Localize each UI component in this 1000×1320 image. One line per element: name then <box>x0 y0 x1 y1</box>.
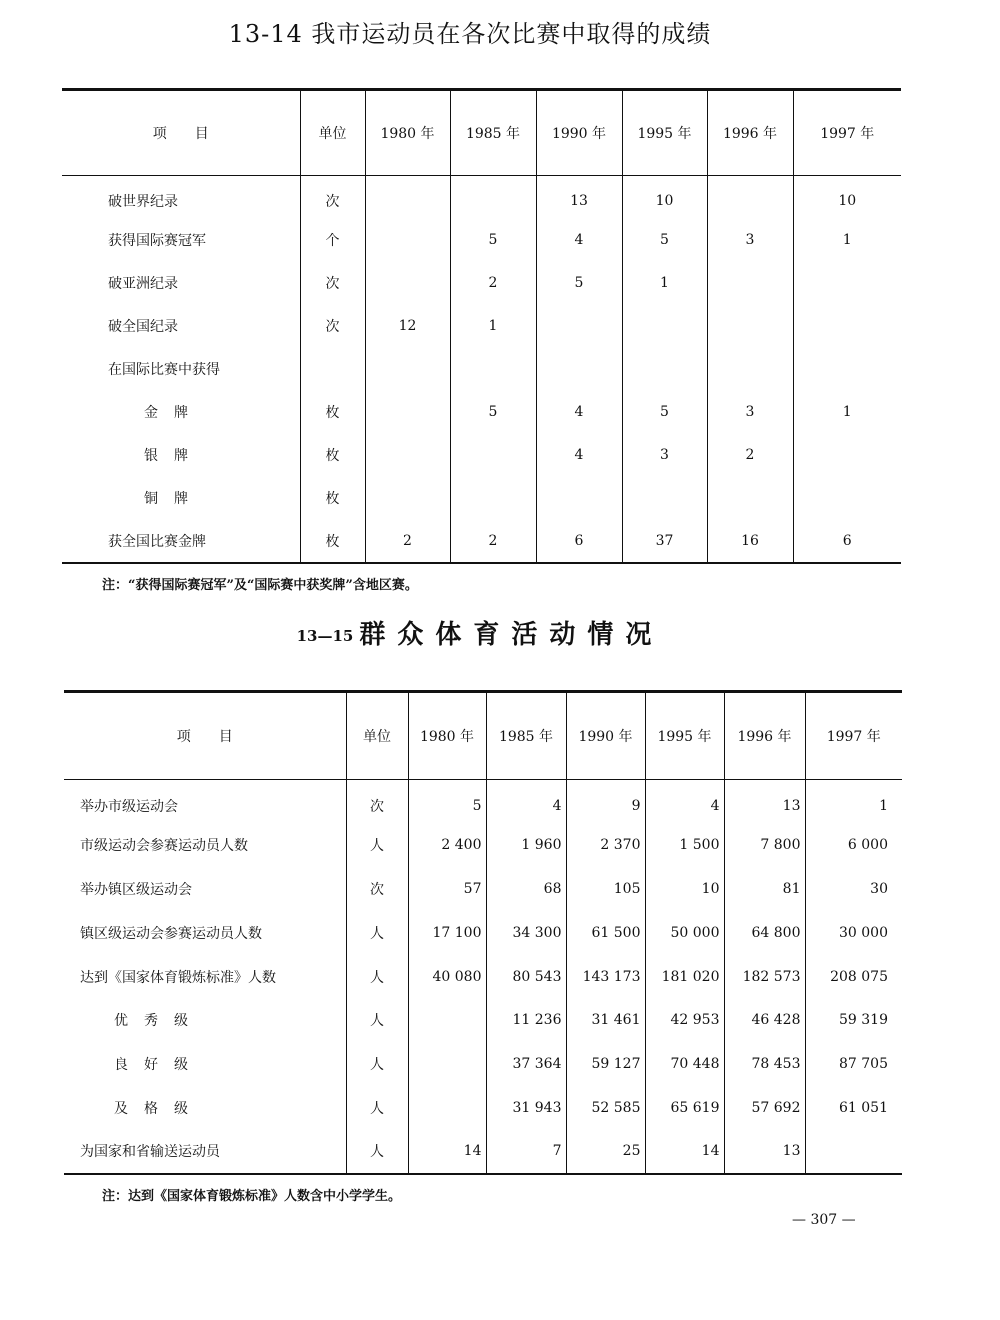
row-item-label: 良好级 <box>114 1057 204 1074</box>
row-value <box>622 348 707 391</box>
row-value: 2 <box>450 520 536 563</box>
row-value: 30 000 <box>805 911 902 955</box>
row-value <box>365 176 450 219</box>
row-value <box>450 477 536 520</box>
row-value: 13 <box>724 1130 805 1174</box>
row-unit: 枚 <box>300 434 365 477</box>
row-value: 30 <box>805 867 902 911</box>
row-value: 59 127 <box>566 1042 645 1086</box>
row-unit: 次 <box>346 867 408 911</box>
row-value: 70 448 <box>645 1042 724 1086</box>
row-value: 3 <box>707 219 793 262</box>
row-value: 37 <box>622 520 707 563</box>
table-row <box>64 867 902 911</box>
athlete-results-table <box>62 88 901 564</box>
header-unit: 单位 <box>300 90 365 176</box>
row-value <box>450 434 536 477</box>
row-unit: 次 <box>300 176 365 219</box>
row-unit: 人 <box>346 1130 408 1174</box>
row-value: 64 800 <box>724 911 805 955</box>
table2-title <box>0 614 960 651</box>
row-item-label: 为国家和省输送运动员 <box>64 1130 346 1174</box>
row-value: 5 <box>536 262 622 305</box>
row-value: 3 <box>707 391 793 434</box>
row-value: 1 500 <box>645 823 724 867</box>
row-unit: 个 <box>300 219 365 262</box>
row-value <box>408 1086 486 1130</box>
row-value <box>450 348 536 391</box>
row-value: 52 585 <box>566 1086 645 1130</box>
row-value: 10 <box>793 176 901 219</box>
page-number: — 307 — <box>792 1212 856 1228</box>
row-item-label: 破世界纪录 <box>108 194 178 211</box>
row-value: 14 <box>645 1130 724 1174</box>
row-value: 7 800 <box>724 823 805 867</box>
row-value: 40 080 <box>408 955 486 999</box>
row-value <box>707 477 793 520</box>
row-value: 5 <box>450 219 536 262</box>
row-value <box>536 477 622 520</box>
table-row <box>62 391 901 434</box>
row-item-label: 举办镇区级运动会 <box>80 881 192 898</box>
row-value: 61 500 <box>566 911 645 955</box>
row-value <box>707 176 793 219</box>
row-value <box>805 1130 902 1174</box>
row-value: 208 075 <box>805 955 902 999</box>
row-value: 25 <box>566 1130 645 1174</box>
header-unit: 单位 <box>346 692 408 780</box>
row-item-label: 镇区级运动会参赛运动员人数 <box>80 925 262 942</box>
header-1980: 1980 年 <box>408 692 486 780</box>
table-row <box>64 998 902 1042</box>
table-row <box>64 911 902 955</box>
header-1996: 1996 年 <box>724 692 805 780</box>
row-value: 1 <box>793 391 901 434</box>
table-row <box>64 780 902 824</box>
row-value: 1 <box>793 219 901 262</box>
row-value: 2 400 <box>408 823 486 867</box>
table1-title: 13-14 我市运动员在各次比赛中取得的成绩 <box>228 20 712 48</box>
table1-header-row <box>62 90 901 176</box>
row-unit: 人 <box>346 823 408 867</box>
row-item-label: 获全国比赛金牌 <box>62 520 300 563</box>
row-value: 87 705 <box>805 1042 902 1086</box>
row-value <box>622 305 707 348</box>
row-unit <box>300 348 365 391</box>
row-value <box>450 176 536 219</box>
table1-note: 注：“获得国际赛冠军”及“国际赛中获奖牌”含地区赛。 <box>102 578 418 593</box>
header-1980: 1980 年 <box>365 90 450 176</box>
row-unit: 枚 <box>300 520 365 563</box>
row-value: 2 370 <box>566 823 645 867</box>
row-value: 4 <box>536 391 622 434</box>
row-unit: 次 <box>346 780 408 824</box>
table2-title-number: 13—15 <box>296 627 354 645</box>
row-value: 37 364 <box>486 1042 566 1086</box>
row-value <box>365 434 450 477</box>
row-unit: 枚 <box>300 391 365 434</box>
row-value: 80 543 <box>486 955 566 999</box>
row-value: 4 <box>536 434 622 477</box>
header-1995: 1995 年 <box>645 692 724 780</box>
row-value: 4 <box>536 219 622 262</box>
header-1990: 1990 年 <box>566 692 645 780</box>
row-value: 6 <box>536 520 622 563</box>
row-value: 81 <box>724 867 805 911</box>
row-value <box>536 348 622 391</box>
row-value: 57 <box>408 867 486 911</box>
row-value <box>793 434 901 477</box>
header-1997: 1997 年 <box>793 90 901 176</box>
row-item-label: 在国际比赛中获得 <box>108 362 220 378</box>
header-1985: 1985 年 <box>486 692 566 780</box>
row-value: 5 <box>622 219 707 262</box>
row-value: 11 236 <box>486 998 566 1042</box>
row-value: 2 <box>365 520 450 563</box>
row-value: 31 943 <box>486 1086 566 1130</box>
table-row <box>64 1130 902 1174</box>
row-value: 2 <box>707 434 793 477</box>
row-value <box>793 348 901 391</box>
row-value: 61 051 <box>805 1086 902 1130</box>
row-item-label: 金牌 <box>144 405 204 421</box>
row-item-label: 银牌 <box>144 448 204 464</box>
row-item-label: 铜牌 <box>144 491 204 507</box>
row-value <box>365 219 450 262</box>
row-value: 13 <box>724 780 805 824</box>
row-value: 14 <box>408 1130 486 1174</box>
row-item-label: 破全国纪录 <box>108 319 178 335</box>
table2-note: 注：达到《国家体育锻炼标准》人数含中小学学生。 <box>102 1189 402 1204</box>
row-value: 4 <box>486 780 566 824</box>
row-unit: 人 <box>346 955 408 999</box>
row-item-label: 及格级 <box>114 1100 204 1117</box>
row-value: 7 <box>486 1130 566 1174</box>
row-value: 31 461 <box>566 998 645 1042</box>
row-unit: 人 <box>346 911 408 955</box>
row-value <box>408 1042 486 1086</box>
row-unit: 人 <box>346 998 408 1042</box>
mass-sports-table <box>64 690 902 1175</box>
row-value: 50 000 <box>645 911 724 955</box>
row-value <box>707 305 793 348</box>
row-value: 6 000 <box>805 823 902 867</box>
row-value <box>536 305 622 348</box>
row-value <box>707 262 793 305</box>
row-value: 10 <box>645 867 724 911</box>
header-1985: 1985 年 <box>450 90 536 176</box>
table-row <box>64 955 902 999</box>
table-row <box>62 348 901 391</box>
row-item-label: 破亚洲纪录 <box>108 276 178 292</box>
row-value: 46 428 <box>724 998 805 1042</box>
table-row <box>62 262 901 305</box>
row-value: 17 100 <box>408 911 486 955</box>
row-value: 1 <box>622 262 707 305</box>
row-value: 143 173 <box>566 955 645 999</box>
row-value: 13 <box>536 176 622 219</box>
row-value: 105 <box>566 867 645 911</box>
row-value: 1 960 <box>486 823 566 867</box>
row-value: 10 <box>622 176 707 219</box>
row-unit: 次 <box>300 262 365 305</box>
row-value <box>408 998 486 1042</box>
table-row <box>62 477 901 520</box>
row-value <box>365 391 450 434</box>
row-value: 34 300 <box>486 911 566 955</box>
row-item-label: 优秀级 <box>114 1013 204 1030</box>
header-item: 项 目 <box>64 692 346 780</box>
row-value <box>365 348 450 391</box>
table1-body <box>62 176 901 563</box>
row-value: 1 <box>805 780 902 824</box>
table-row <box>62 219 901 262</box>
row-value <box>793 262 901 305</box>
table2-header-row <box>64 692 902 780</box>
table-row <box>62 520 901 563</box>
row-value: 78 453 <box>724 1042 805 1086</box>
row-value: 57 692 <box>724 1086 805 1130</box>
row-value: 9 <box>566 780 645 824</box>
row-value: 5 <box>622 391 707 434</box>
header-1997: 1997 年 <box>805 692 902 780</box>
row-item-label: 获得国际赛冠军 <box>108 233 206 249</box>
row-value: 42 953 <box>645 998 724 1042</box>
table-row <box>64 1086 902 1130</box>
row-value: 5 <box>450 391 536 434</box>
row-value: 12 <box>365 305 450 348</box>
table-row <box>62 434 901 477</box>
row-value: 181 020 <box>645 955 724 999</box>
header-1990: 1990 年 <box>536 90 622 176</box>
row-value: 65 619 <box>645 1086 724 1130</box>
row-value: 16 <box>707 520 793 563</box>
row-value: 1 <box>450 305 536 348</box>
row-unit: 人 <box>346 1042 408 1086</box>
table-row <box>62 305 901 348</box>
table2-title-text: 群众体育活动情况 <box>359 620 664 650</box>
row-value: 5 <box>408 780 486 824</box>
header-1995: 1995 年 <box>622 90 707 176</box>
row-unit: 枚 <box>300 477 365 520</box>
row-item-label: 达到《国家体育锻炼标准》人数 <box>80 969 276 986</box>
row-value: 2 <box>450 262 536 305</box>
row-value: 4 <box>645 780 724 824</box>
row-value: 3 <box>622 434 707 477</box>
row-value: 182 573 <box>724 955 805 999</box>
row-value: 68 <box>486 867 566 911</box>
row-value <box>622 477 707 520</box>
header-item: 项 目 <box>62 90 300 176</box>
row-value <box>793 477 901 520</box>
row-unit: 次 <box>300 305 365 348</box>
table-row <box>64 823 902 867</box>
row-unit: 人 <box>346 1086 408 1130</box>
row-value: 6 <box>793 520 901 563</box>
row-value <box>365 477 450 520</box>
table2-body <box>64 780 902 1174</box>
row-value <box>365 262 450 305</box>
row-value: 59 319 <box>805 998 902 1042</box>
row-item-label: 举办市级运动会 <box>80 798 178 815</box>
row-value <box>707 348 793 391</box>
row-value <box>793 305 901 348</box>
table-row <box>62 176 901 219</box>
header-1996: 1996 年 <box>707 90 793 176</box>
row-item-label: 市级运动会参赛运动员人数 <box>80 838 248 855</box>
table-row <box>64 1042 902 1086</box>
